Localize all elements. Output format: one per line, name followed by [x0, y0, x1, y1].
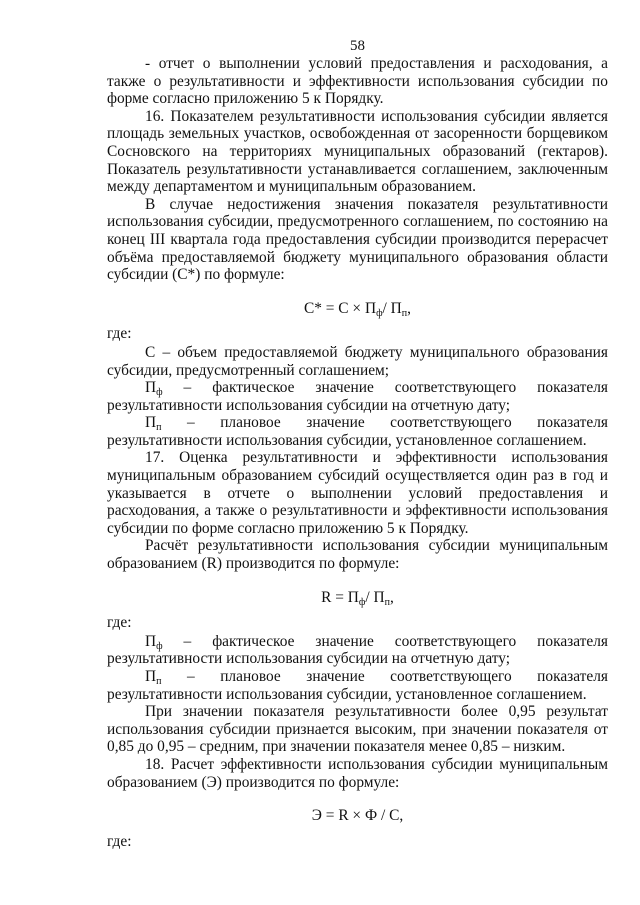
- definition-pp-2: [107, 668, 608, 703]
- where-label-3: где:: [107, 832, 132, 850]
- formula-c-star-end: ,: [407, 299, 412, 317]
- formula-c-star-sub-p: п: [401, 307, 408, 319]
- formula-c-star: [107, 300, 608, 318]
- paragraph-17: 17. Оценка результативности и эффективности использования муниципальным образованием субсидий осуществляется один раз в год и указывается в отчете о выполнении условий предоставления и расходования, а также о результативности и эффективности использования субсидии по форме согласно приложению 5 к Порядку.: [107, 449, 608, 537]
- def-pp-text: – плановое значение соответствующего показателя результативности использования субсидии, установленное соглашением.: [107, 414, 608, 449]
- formula-c-star-left: С* = С × П: [303, 299, 377, 317]
- paragraph-r-calc: Расчёт результативности использования субсидии муниципальным образованием (R) производится по формуле:: [107, 537, 608, 573]
- page-number: 58: [350, 38, 365, 54]
- formula-r-left: R = П: [321, 588, 359, 606]
- definition-pf-1: [107, 379, 608, 414]
- formula-r: [107, 589, 608, 607]
- def-pf-sub: ф: [156, 387, 163, 399]
- paragraph-thresholds: При значении показателя результативности более 0,95 результат использования субсидии признается высоким, при значении показателя от 0,85 до 0,95 – средним, при значении показателя менее 0,85 – низким.: [107, 703, 608, 756]
- paragraph-recalculation: В случае недостижения значения показателя результативности использования субсидии, предусмотренного соглашением, по состоянию на конец III квартала года предоставления субсидии производится перерасчет объёма предоставляемой бюджету муниципального образования области субсидии (С*) по формуле:: [107, 195, 608, 284]
- formula-r-sub-p: п: [384, 596, 390, 608]
- def-pf-text-2: – фактическое значение соответствующего показателя результативности использования субсидии на отчетную дату;: [107, 632, 608, 668]
- formula-r-sub-f: ф: [358, 596, 366, 608]
- formula-r-mid: / П: [365, 588, 385, 606]
- paragraph-report: - отчет о выполнении условий предоставления и расходования, а также о результативности и эффективности использования субсидии по форме согласно приложению 5 к Порядку.: [107, 55, 608, 108]
- def-pp-text-2: – плановое значение соответствующего показателя результативности использования субсидии, установленное соглашением.: [107, 668, 608, 703]
- formula-c-star-mid: / П: [382, 299, 402, 317]
- def-pp-symbol-2: П: [145, 668, 157, 685]
- def-pf-symbol: П: [145, 379, 157, 397]
- formula-c-star-sub-f: ф: [376, 307, 383, 319]
- def-pp-sub-2: п: [156, 676, 162, 687]
- def-pp-sub: п: [156, 422, 162, 434]
- def-pf-symbol-2: П: [145, 632, 157, 650]
- where-label-2: где:: [107, 614, 132, 632]
- paragraph-16: 16. Показателем результативности использования субсидии является площадь земельных участков, освобожденная от засоренности борщевиком Сосновского на территориях муниципальных образований (гектаров). Показатель результативности устанавливается соглашением, заключенным между департаментом и муниципальным образованием.: [107, 107, 608, 196]
- document-body: [107, 55, 608, 850]
- where-label-1: где:: [107, 325, 132, 343]
- definition-c: С – объем предоставляемой бюджету муниципального образования субсидии, предусмотренный соглашением;: [107, 343, 608, 379]
- def-pf-sub-2: ф: [156, 640, 163, 652]
- paragraph-18: 18. Расчет эффективности использования субсидии муниципальным образованием (Э) производится по формуле:: [107, 755, 608, 791]
- definition-pf-2: [107, 633, 608, 668]
- formula-e: Э = R × Ф / С,: [311, 807, 404, 825]
- def-pf-text: – фактическое значение соответствующего показателя результативности использования субсидии на отчетную дату;: [107, 379, 608, 414]
- def-pp-symbol: П: [145, 414, 157, 432]
- formula-r-end: ,: [390, 588, 394, 606]
- definition-pp-1: [107, 414, 608, 449]
